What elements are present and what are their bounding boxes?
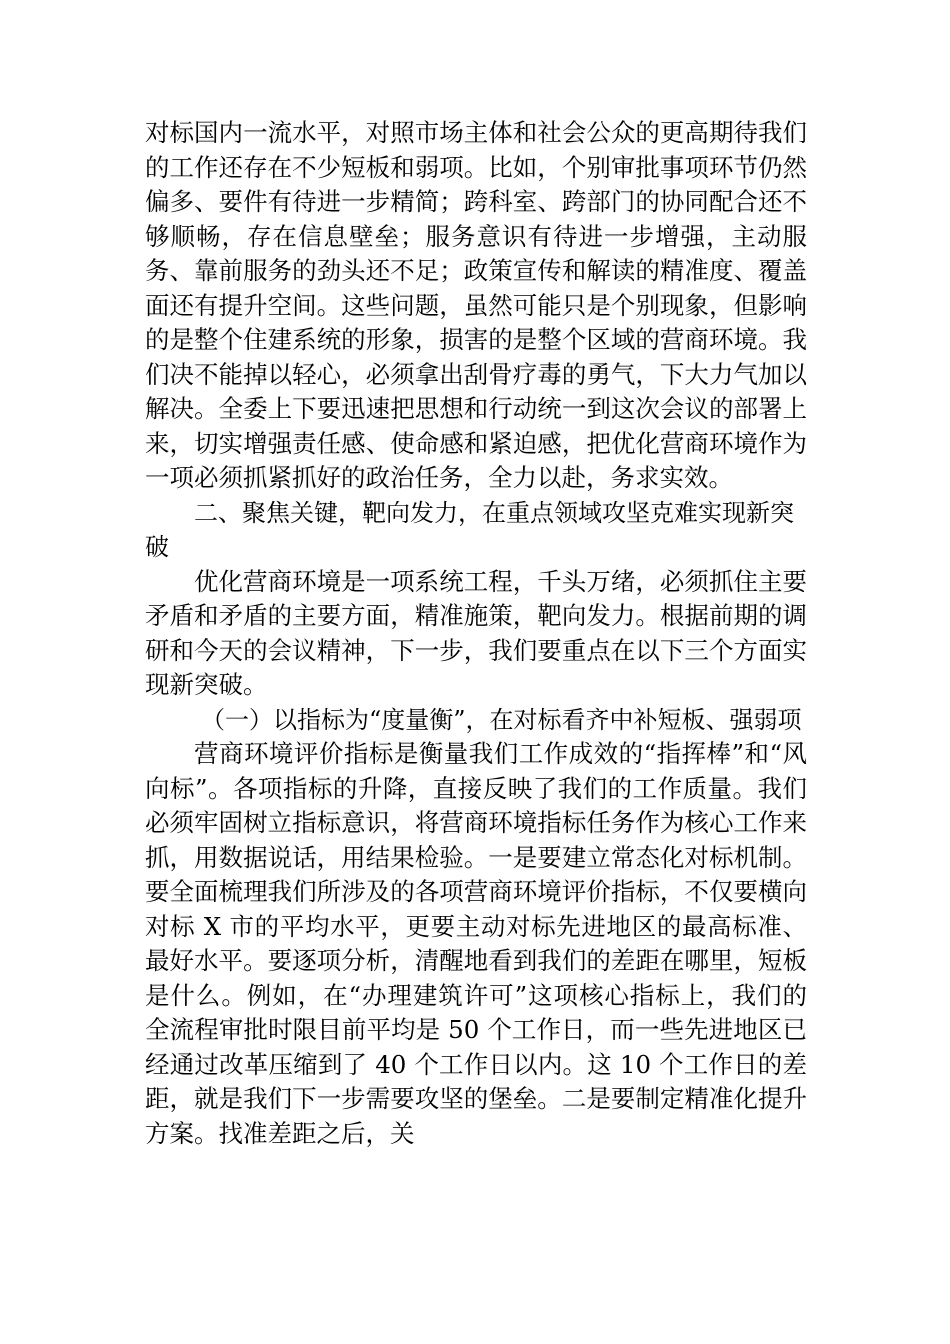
document-page xyxy=(145,116,807,1151)
subsection-heading-1: （一）以指标为“度量衡”，在对标看齐中补短板、强弱项 xyxy=(201,705,802,734)
body-paragraph: 营商环境评价指标是衡量我们工作成效的“指挥棒”和“风向标”。各项指标的升降，直接反映了我们的工作质量。我们必须牢固树立指标意识，将营商环境指标任务作为核心工作来抓，用数据说话，用结果检验。一是要建立常态化对标机制。要全面梳理我们所涉及的各项营商环境评价指标，不仅要横向对标 X 市的平均水平，更要主动对标先进地区的最高标准、最好水平。要逐项分析，清醒地看到我们的差距在哪里，短板是什么。例如，在“办理建筑许可”这项核心指标上，我们的全流程审批时限目前平均是 50 个工作日，而一些先进地区已经通过改革压缩到了 40 个工作日以内。这 10 个工作日的差距，就是我们下一步需要攻坚的堡垒。二是要制定精准化提升方案。找准差距之后，关 xyxy=(145,739,807,1148)
section-heading-2: 二、聚焦关键，靶向发力，在重点领域攻坚克难实现新突破 xyxy=(145,498,794,561)
body-paragraph-continued: 对标国内一流水平，对照市场主体和社会公众的更高期待我们的工作还存在不少短板和弱项。比如，个别审批事项环节仍然偏多、要件有待进一步精简；跨科室、跨部门的协同配合还不够顺畅，存在信息壁垒；服务意识有待进一步增强，主动服务、靠前服务的劲头还不足；政策宣传和解读的精准度、覆盖面还有提升空间。这些问题，虽然可能只是个别现象，但影响的是整个住建系统的形象，损害的是整个区域的营商环境。我们决不能掉以轻心，必须拿出刮骨疗毒的勇气，下大力气加以解决。全委上下要迅速把思想和行动统一到这次会议的部署上来，切实增强责任感、使命感和紧迫感，把优化营商环境作为一项必须抓紧抓好的政治任务，全力以赴，务求实效。 xyxy=(145,118,807,492)
body-paragraph: 优化营商环境是一项系统工程，千头万绪，必须抓住主要矛盾和矛盾的主要方面，精准施策，靶向发力。根据前期的调研和今天的会议精神，下一步，我们要重点在以下三个方面实现新突破。 xyxy=(145,566,807,699)
